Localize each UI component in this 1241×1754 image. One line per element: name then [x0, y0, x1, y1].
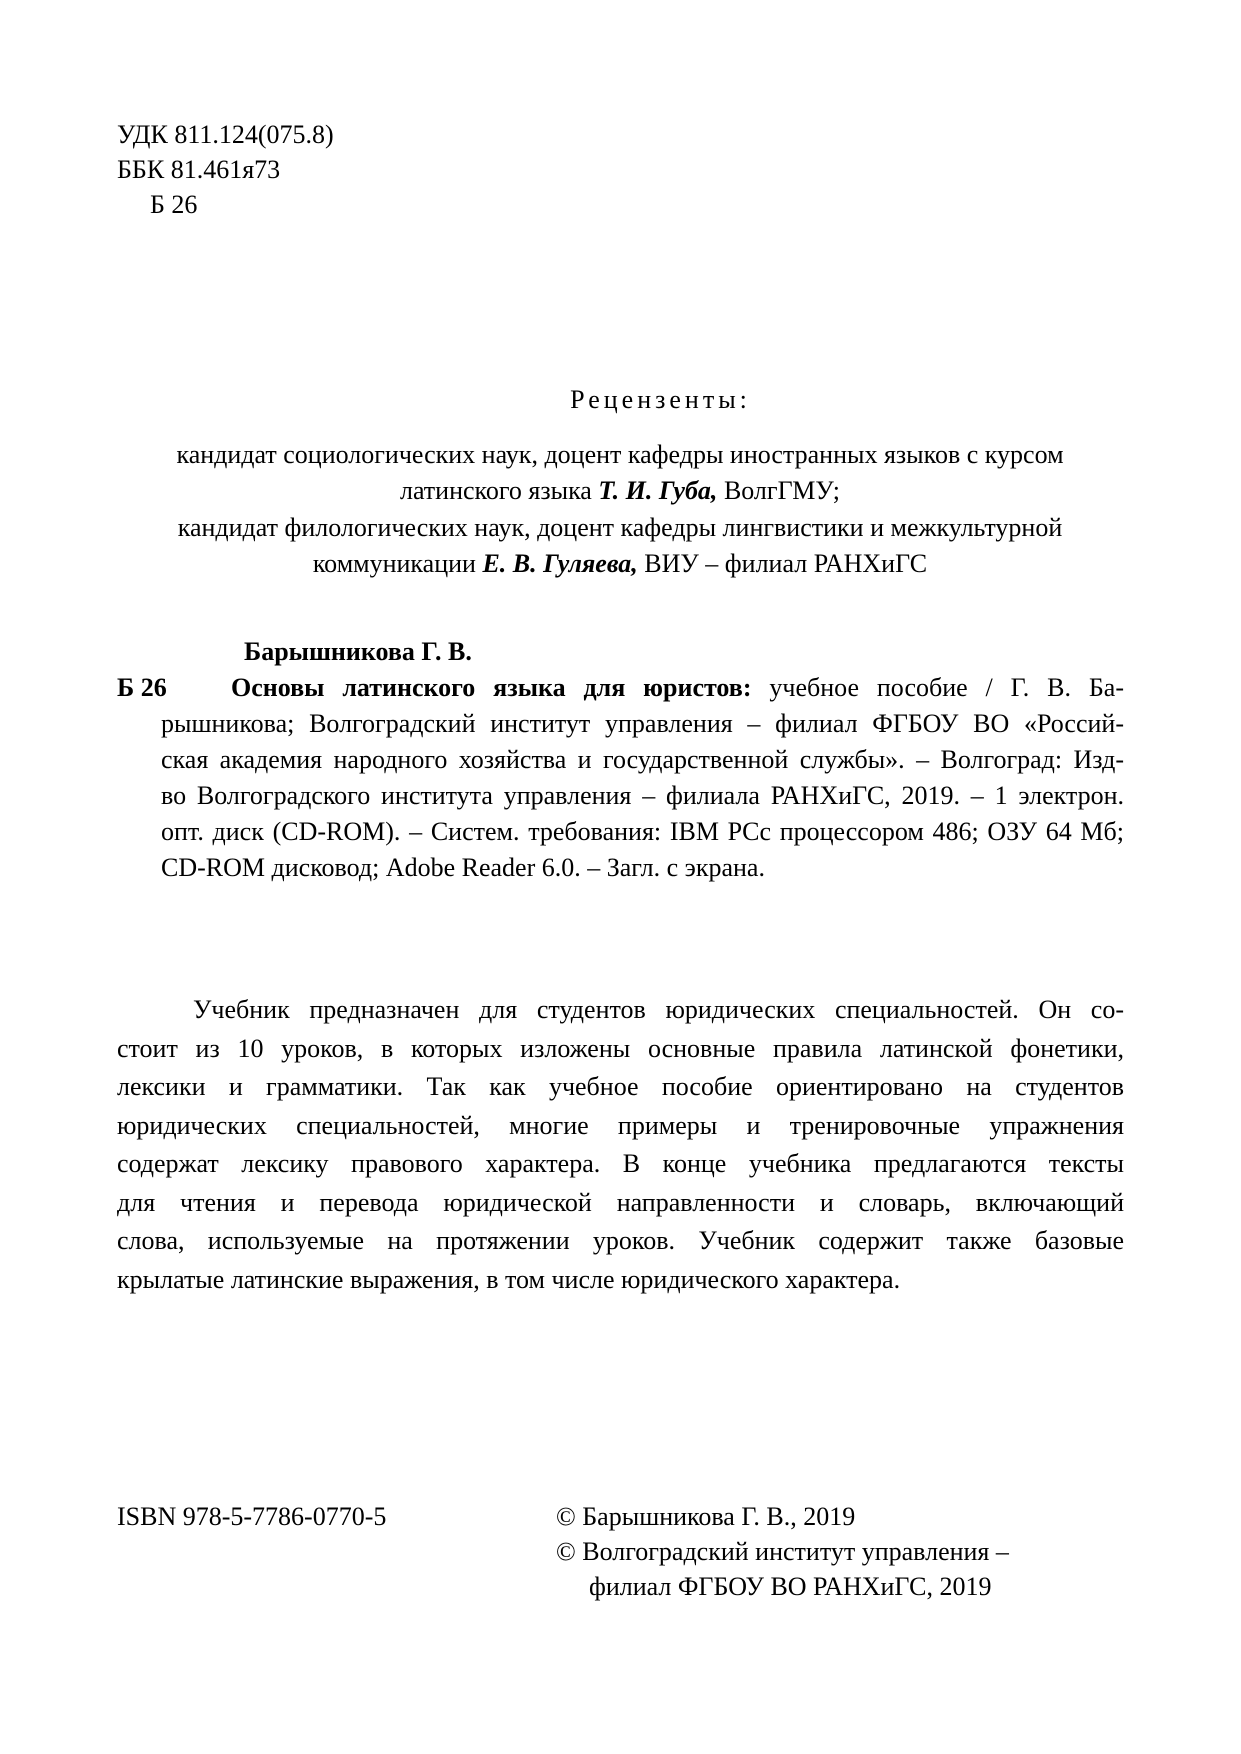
annotation-line: Учебник предназначен для студентов юридических специальностей. Он со-: [193, 995, 1124, 1024]
reviewer-1-name-line: [117, 473, 1123, 509]
bibliography-line-4: во Волгоградского института управления – филиала РАНХиГС, 2019. – 1 электрон.: [161, 781, 1124, 810]
bibliography-line-5: опт. диск (CD-ROM). – Систем. требования: IBM PCс процессором 486; ОЗУ 64 Мб;: [161, 817, 1124, 846]
annotation-line: крылатые латинские выражения, в том числе юридического характера.: [117, 1264, 901, 1294]
bibliography-code: Б 26: [117, 673, 167, 702]
author-mark: Б 26: [150, 190, 198, 219]
annotation-line: для чтения и перевода юридической направленности и словарь, включающий: [117, 1187, 1124, 1217]
reviewer-2-name-line: [117, 546, 1123, 582]
reviewer-1-name: Т. И. Губа,: [598, 476, 718, 505]
copyright-author: © Барышникова Г. В., 2019: [556, 1502, 856, 1531]
reviewer-1: [117, 437, 1123, 509]
annotation-line: юридических специальностей, многие примеры и тренировочные упражнения: [117, 1110, 1124, 1140]
annotation-line: слова, используемые на протяжении уроков. Учебник содержит также базовые: [117, 1226, 1124, 1255]
bibliography-line: [117, 670, 1124, 706]
reviewer-2-line-start: коммуникации: [312, 549, 483, 578]
bibliography-author: Барышникова Г. В.: [244, 637, 472, 666]
copyright-institution-cont: филиал ФГБОУ ВО РАНХиГС, 2019: [589, 1572, 992, 1601]
annotation-line: лексики и грамматики. Так как учебное пособие ориентировано на студентов: [117, 1072, 1124, 1101]
classification-block: [117, 117, 334, 222]
copyright-institution: © Волгоградский институт управления –: [556, 1537, 1009, 1566]
bibliography-line-2: рышникова; Волгоградский институт управления – филиал ФГБОУ ВО «Россий-: [161, 709, 1124, 738]
reviewer-2-credentials: кандидат филологических наук, доцент кафедры лингвистики и межкультурной: [177, 513, 1063, 542]
reviewer-2: [117, 510, 1123, 582]
reviewers-heading: Рецензенты:: [570, 385, 751, 414]
reviewer-1-affiliation: ВолгГМУ;: [717, 476, 841, 505]
bibliography-line-3: ская академия народного хозяйства и государственной службы». – Волгоград: Изд-: [161, 745, 1124, 774]
bbk-code: ББК 81.461я73: [117, 155, 281, 184]
udk-code: УДК 811.124(075.8): [117, 120, 334, 149]
book-title: Основы латинского языка для юристов:: [231, 673, 752, 702]
reviewer-2-affiliation: ВИУ – филиал РАНХиГС: [637, 549, 928, 578]
isbn: ISBN 978-5-7786-0770-5: [117, 1502, 387, 1531]
annotation-line: стоит из 10 уроков, в которых изложены основные правила латинской фонетики,: [117, 1033, 1124, 1063]
annotation-paragraph: [117, 991, 1124, 1299]
annotation-line: содержат лексику правового характера. В конце учебника предлагаются тексты: [117, 1149, 1124, 1178]
reviewer-1-credentials: кандидат социологических наук, доцент кафедры иностранных языков с курсом: [176, 440, 1064, 469]
copyright-block: [556, 1499, 1009, 1604]
bibliography-line-6: CD-ROM дисковод; Adobe Reader 6.0. – Загл. с экрана.: [161, 853, 765, 882]
reviewer-2-name: Е. В. Гуляева,: [482, 549, 638, 578]
bibliography-entry: [117, 670, 1124, 886]
bibliography-line-1: учебное пособие / Г. В. Ба-: [751, 673, 1124, 702]
reviewer-1-line-start: латинского языка: [399, 476, 599, 505]
